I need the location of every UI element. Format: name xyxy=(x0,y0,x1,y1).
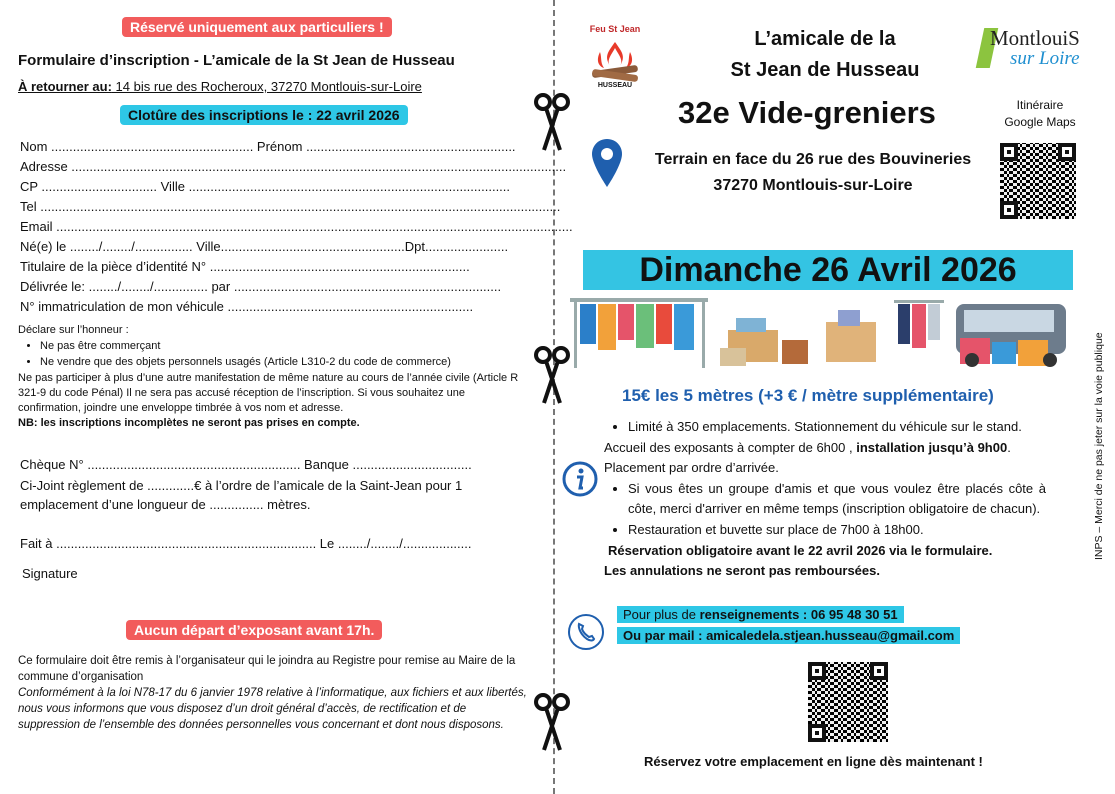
scissors-icon xyxy=(532,345,572,405)
town-logo xyxy=(980,26,1080,76)
privacy-notice: Conformément à la loi N78-17 du 6 janvier 1978 relative à l’informatique, aux fichiers et aux libertés, nous vous informons que vous disposez d’un droit général d’accès, de rectification et de suppression de l’ensemble des données personnelles vous concernant et dont nous disposons. xyxy=(18,687,527,731)
itinerary-qr-code[interactable] xyxy=(1000,143,1076,219)
field-address[interactable]: Adresse ......................................................................................................................................... xyxy=(20,159,567,174)
location xyxy=(630,147,996,199)
payment-line[interactable]: Ci-Joint règlement de .............€ à l’ordre de l’amicale de la Saint-Jean pour 1 emplacement d’une longueur de ............... mètres. xyxy=(20,478,463,512)
map-pin-icon xyxy=(592,139,622,187)
side-note-wrapper xyxy=(1071,300,1115,570)
scissors-icon xyxy=(532,692,572,752)
organizer-title xyxy=(690,24,960,86)
reservation-note: Réservation obligatoire avant le 22 avril 2026 via le formulaire. xyxy=(608,543,993,558)
return-label: À retourner au: xyxy=(18,79,112,94)
date-banner: Dimanche 26 Avril 2026 xyxy=(583,250,1073,290)
organizer-title-line2: St Jean de Husseau xyxy=(730,59,920,81)
done-at-line[interactable]: Fait à ........................................................................ Le ......../......../................... xyxy=(20,536,472,551)
location-line2: 37270 Montlouis-sur-Loire xyxy=(713,177,913,194)
price-line: 15€ les 5 mètres (+3 € / mètre supplémentaire) xyxy=(622,386,994,405)
info-reception-text: Accueil des exposants à compter de 6h00 , xyxy=(604,440,857,455)
club-logo-bottom: HUSSEAU xyxy=(597,82,633,89)
cancel-note: Les annulations ne seront pas remboursées. xyxy=(604,563,880,578)
itinerary-label-2: Google Maps xyxy=(1004,115,1076,129)
field-postcode-city[interactable]: CP ................................ Ville ......................................................................................... xyxy=(20,179,511,194)
club-logo-top: Feu St Jean xyxy=(589,24,641,34)
event-title: 32e Vide-greniers xyxy=(678,95,936,130)
info-reception-end: . xyxy=(1007,440,1011,455)
book-online-text: Réservez votre emplacement en ligne dès maintenant ! xyxy=(644,754,983,769)
signature-label: Signature xyxy=(22,566,78,581)
reserved-banner: Réservé uniquement aux particuliers ! xyxy=(122,17,392,37)
info-icon xyxy=(562,461,598,497)
legal-footer xyxy=(18,653,530,733)
town-logo-main: MontlouiS xyxy=(990,26,1080,50)
info-reception-bold: installation jusqu’à 9h00 xyxy=(856,440,1008,455)
itinerary-label-1: Itinéraire xyxy=(1016,98,1064,112)
location-line1: Terrain en face du 26 rue des Bouvineries xyxy=(654,151,972,168)
field-vehicle-registration[interactable]: N° immatriculation de mon véhicule .................................................................... xyxy=(20,299,474,314)
info-item-capacity: • Limité à 350 emplacements. Stationnement du véhicule sur le stand. xyxy=(628,417,1046,437)
booking-qr-code[interactable] xyxy=(808,662,888,742)
declare-intro: Déclare sur l’honneur : xyxy=(18,324,129,336)
registration-fields xyxy=(20,139,573,319)
return-address-line xyxy=(18,79,422,94)
scissors-icon xyxy=(532,92,572,152)
field-name[interactable]: Nom ........................................................ Prénom .......................................................... xyxy=(20,139,516,154)
info-block xyxy=(604,416,1046,581)
cheque-line[interactable]: Chèque N° ........................................................... Banque ................................. xyxy=(20,457,472,472)
footer-text: Ce formulaire doit être remis à l’organisateur qui le joindra au Registre pour remise au Maire de la commune d’organisation xyxy=(18,655,516,683)
field-email[interactable]: Email ............................................................................................................................................... xyxy=(20,219,573,234)
field-phone[interactable]: Tel ................................................................................................................................................ xyxy=(20,199,561,214)
no-departure-banner: Aucun départ d’exposant avant 17h. xyxy=(126,620,382,640)
itinerary-label xyxy=(994,97,1086,131)
field-birth[interactable]: Né(e) le ......../......../................ Ville...................................................Dpt....................... xyxy=(20,239,509,254)
contact-phone-number[interactable]: renseignements : 06 95 48 30 51 xyxy=(699,607,898,622)
info-placement: Placement par ordre d’arrivée. xyxy=(604,460,779,475)
declare-item: • Ne vendre que des objets personnels usagés (Article L310-2 du code de commerce) xyxy=(40,355,528,370)
field-id-number[interactable]: Titulaire de la pièce d’identité N° ........................................................................ xyxy=(20,259,470,274)
organizer-title-line1: L’amicale de la xyxy=(754,28,896,50)
club-logo xyxy=(580,22,650,94)
town-logo-sub: sur Loire xyxy=(1010,48,1080,69)
info-item-group: • Si vous êtes un groupe d'amis et que vous voulez être placés côte à côte, merci d'arriver en même temps (inscription obligatoire de chacun). xyxy=(628,479,1046,519)
info-item-food: • Restauration et buvette sur place de 7h00 à 18h00. xyxy=(628,520,1046,540)
declare-nb: NB: les inscriptions incomplètes ne seront pas prises en compte. xyxy=(18,417,360,429)
declare-item: • Ne pas être commerçant xyxy=(40,339,528,354)
info-reception xyxy=(604,438,1046,458)
declaration-block xyxy=(18,323,528,431)
closing-date-banner: Clotûre des inscriptions le : 22 avril 2026 xyxy=(120,105,408,125)
field-issued[interactable]: Délivrée le: ......../......../............... par .......................................................................... xyxy=(20,279,502,294)
form-title: Formulaire d’inscription - L’amicale de la St Jean de Husseau xyxy=(18,52,455,69)
flea-market-illustration xyxy=(568,292,1074,374)
contact-phone xyxy=(617,606,904,623)
contact-mail[interactable]: Ou par mail : amicaledela.stjean.husseau@gmail.com xyxy=(617,627,960,644)
phone-icon xyxy=(567,613,605,651)
contact-prefix: Pour plus de xyxy=(623,607,700,622)
return-address: 14 bis rue des Rocheroux, 37270 Montlouis-sur-Loire xyxy=(111,79,422,94)
declare-text: Ne pas participer à plus d’une autre manifestation de même nature au cours de l’année civile (Article R 321-9 du code Pénal) Il ne sera pas accusé réception de l’inscription. Si vous souhaitez une confirmation, joindre une enveloppe timbrée à vos nom et adresse. xyxy=(18,372,519,414)
side-note: INPS – Merci de ne pas jeter sur la voie publique xyxy=(1093,332,1105,560)
